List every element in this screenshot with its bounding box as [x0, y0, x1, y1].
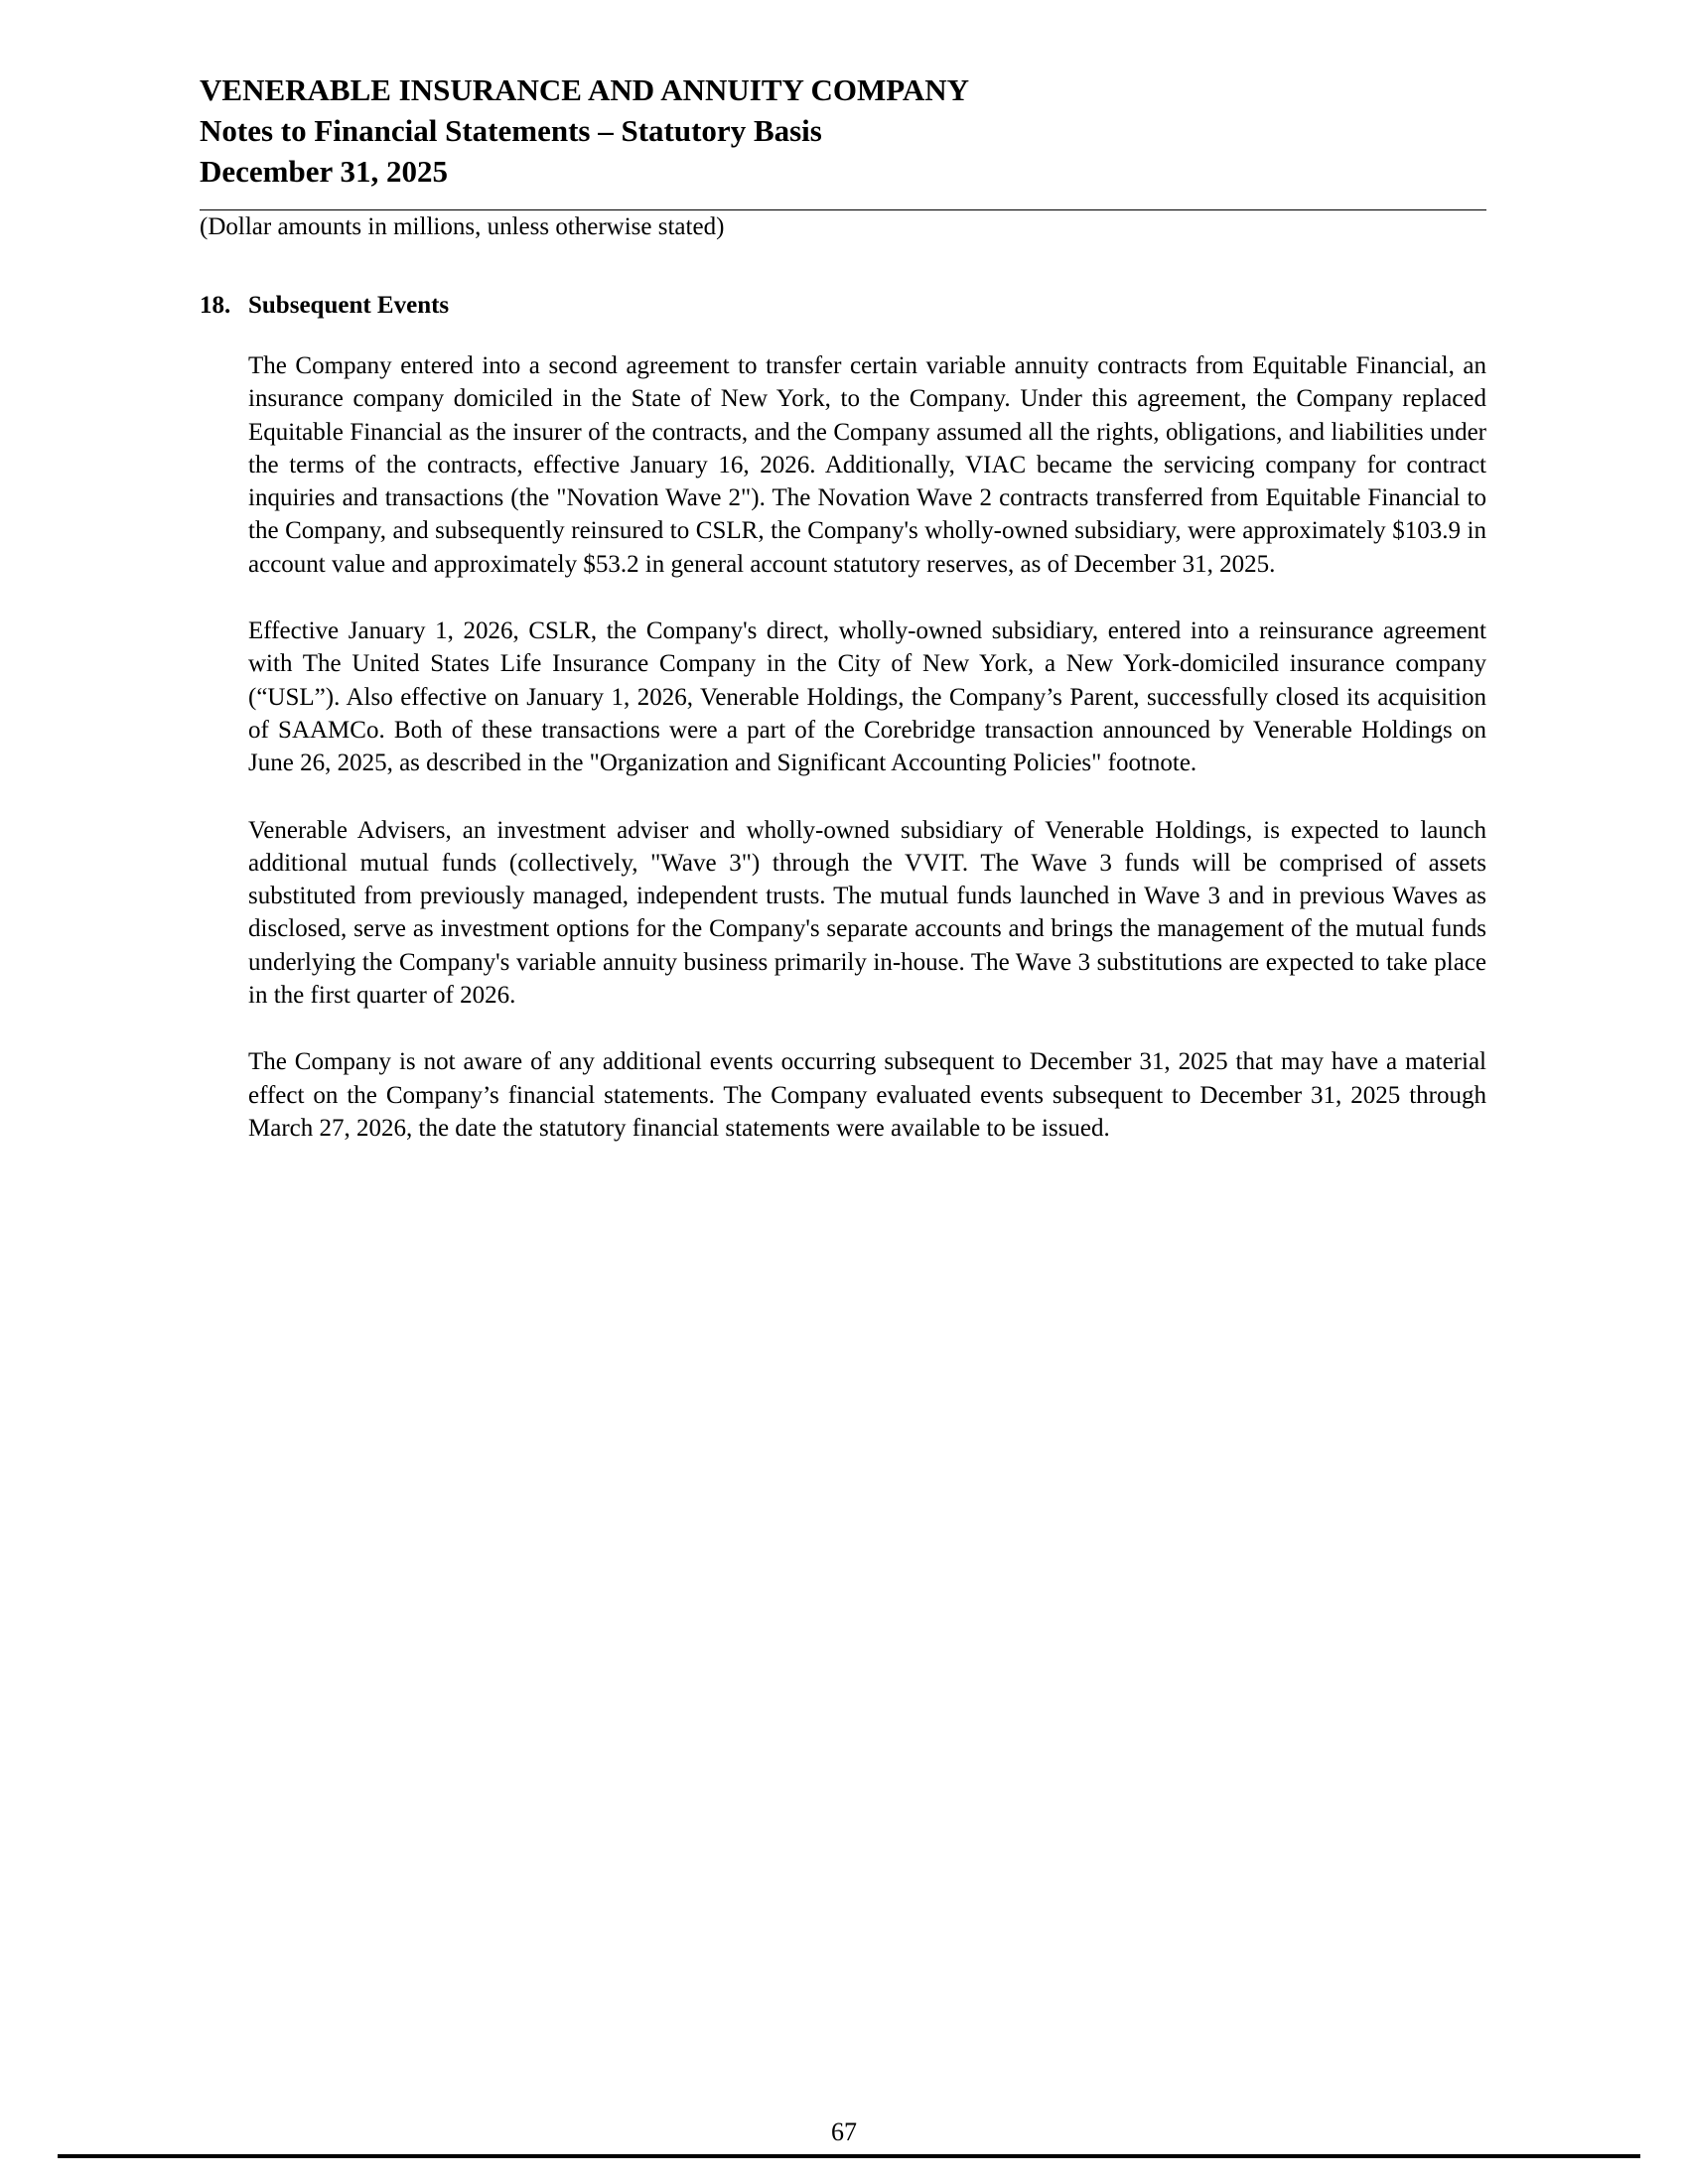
paragraph-corebridge-transaction: Effective January 1, 2026, CSLR, the Company's direct, wholly-owned subsidiary, entered into a reinsurance agreement with The United States Life Insurance Company in the City of New York, a New York-domiciled insurance company (“USL”). Also effective on January 1, 2026, Venerable Holdings, the Company’s Parent, successfully closed its acquisition of SAAMCo. Both of these transactions were a part of the Corebridge transaction announced by Venerable Holdings on June 26, 2025, as described in the "Organization and Significant Accounting Policies" footnote.	[248, 617, 1486, 777]
paragraph-wave-3-funds: Venerable Advisers, an investment adviser and wholly-owned subsidiary of Venerable Holdings, is expected to launch additional mutual funds (collectively, "Wave 3") through the VVIT. The Wave 3 funds will be comprised of assets substituted from previously managed, independent trusts. The mutual funds launched in Wave 3 and in previous Waves as disclosed, serve as investment options for the Company's separate accounts and brings the management of the mutual funds underlying the Company's variable annuity business primarily in-house. The Wave 3 substitutions are expected to take place in the first quarter of 2026.	[248, 816, 1486, 1010]
page-number: 67	[831, 2117, 857, 2146]
header-divider	[200, 209, 1486, 210]
document-title: Notes to Financial Statements – Statutory Basis	[200, 113, 822, 148]
paragraph-novation-wave-2: The Company entered into a second agreement to transfer certain variable annuity contracts from Equitable Financial, an insurance company domiciled in the State of New York, to the Company. Under this agreement, the Company replaced Equitable Financial as the insurer of the contracts, and the Company assumed all the rights, obligations, and liabilities under the terms of the contracts, effective January 16, 2026. Additionally, VIAC became the servicing company for contract inquiries and transactions (the "Novation Wave 2"). The Novation Wave 2 contracts transferred from Equitable Financial to the Company, and subsequently reinsured to CSLR, the Company's wholly-owned subsidiary, were approximately $103.9 in account value and approximately $53.2 in general account statutory reserves, as of December 31, 2025.	[248, 352, 1486, 578]
statement-date: December 31, 2025	[200, 154, 448, 189]
section-heading	[200, 290, 449, 322]
footer-divider	[58, 2154, 1640, 2158]
company-name: VENERABLE INSURANCE AND ANNUITY COMPANY	[200, 72, 970, 107]
document-header	[200, 69, 1490, 192]
section-number: 18.	[200, 292, 231, 319]
paragraph-evaluation-statement: The Company is not aware of any additional events occurring subsequent to December 31, 2025 that may have a material effect on the Company’s financial statements. The Company evaluated events subsequent to December 31, 2025 through March 27, 2026, the date the statutory financial statements were available to be issued.	[248, 1048, 1486, 1142]
section-title: Subsequent Events	[248, 292, 450, 319]
units-note: (Dollar amounts in millions, unless otherwise stated)	[200, 213, 725, 240]
section-body	[248, 349, 1486, 1178]
